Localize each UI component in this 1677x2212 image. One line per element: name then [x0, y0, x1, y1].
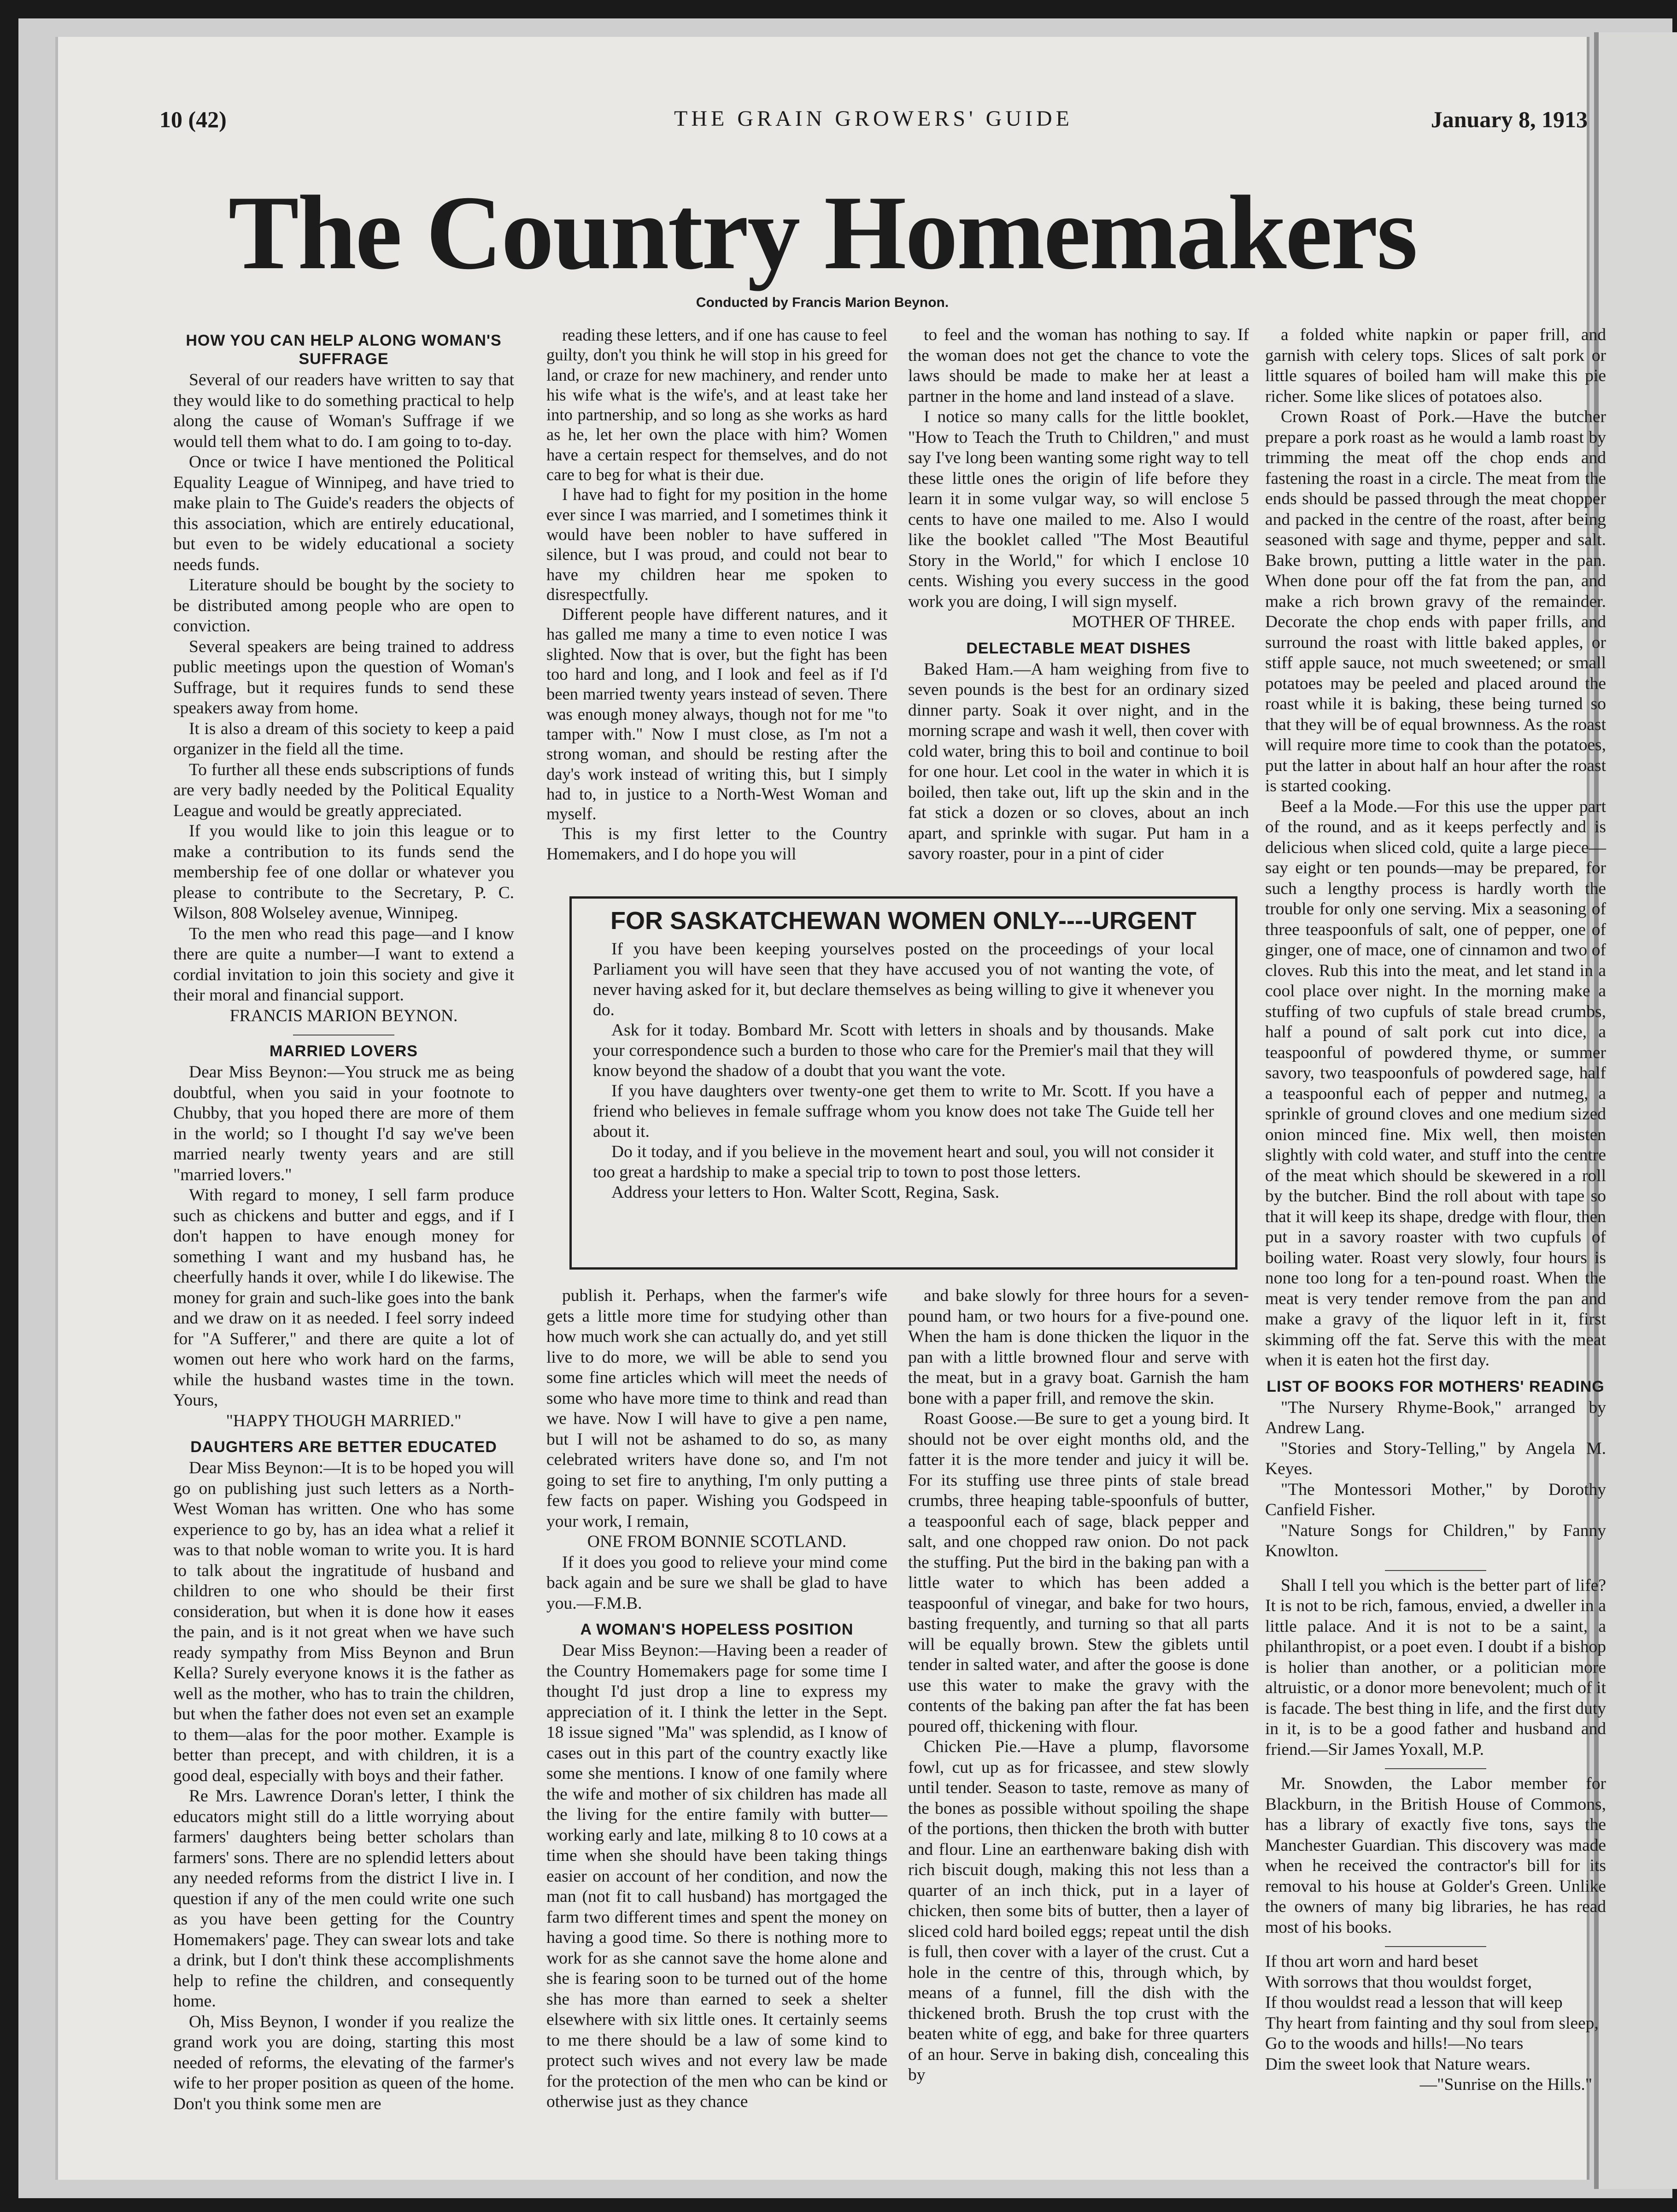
masthead-title: The Country Homemakers [228, 174, 1417, 291]
paragraph: Dear Miss Beynon:—Having been a reader of the Country Homemakers page for some time I thought I'd just drop a line to express my appreciation of it. I think the letter in the Sept. 18 issue signed "Ma" was splendid, as I know of cases out in this part of the country exactly like some she mentions. I know of one family where the wife and mother of six children has made all the living for the entire family with butter—working early and late, milking 8 to 10 cows at a time when she should have been taking things easier on account of her condition, and now the man (not fit to call husband) has mortgaged the farm two different times and spent the money on having a good time. So there is nothing more to work for as she cannot save the home alone and she is fearing soon to be turned out of the home she has more than earned to seek a shelter elsewhere with six little ones. It certainly seems to me there should be a law of some kind to protect such wives and not every law be made for the protection of the men who can be kind or otherwise just as they chance [546, 1641, 887, 2111]
poem-line: Dim the sweet look that Nature wears. [1265, 2054, 1530, 2074]
paragraph: a folded white napkin or paper frill, and garnish with celery tops. Slices of salt pork or little squares of boiled ham will make this pie richer. Some like slices of potatoes also. [1265, 325, 1606, 406]
book-entry: "The Nursery Rhyme-Book," arranged by Andrew Lang. [1265, 1398, 1606, 1437]
book-entry: "Nature Songs for Children," by Fanny Knowlton. [1265, 1521, 1606, 1560]
poem-line: Go to the woods and hills!—No tears [1265, 2034, 1524, 2053]
paragraph: Shall I tell you which is the better part of life? It is not to be rich, famous, envied, a dweller in a little palace. And it is not to be a saint, a philanthropist, or a poet even. I doubt if a bishop is holier than another, or a politician more altruistic, or a donor more benevolent; much of it is facade. The best thing in life, and the first duty in it, is to be a good father and husband and friend.—Sir James Yoxall, M.P. [1265, 1576, 1606, 1759]
paragraph: Several of our readers have written to say that they would like to do something practical to help along the cause of Woman's Suffrage if we would tell them what to do. I am going to to-day. [173, 371, 514, 451]
paragraph: Literature should be bought by the society to be distributed among people who are open to conviction. [173, 576, 514, 635]
paragraph: I have had to fight for my position in the home ever since I was married, and I sometimes think it would have been nobler to have suffered in silence, but I was proud, and could not bear to have my children hear me spoken to disrespectfully. [546, 485, 887, 604]
paragraph: Roast Goose.—Be sure to get a young bird. It should not be over eight months old, and the fatter it is the more tender and juicy it will be. For its stuffing use three pints of stale bread crumbs, three heaping table-spoonfuls of butter, a teaspoonful each of sage, black pepper and salt, and one chopped raw onion. Do not pack the stuffing. Put the bird in the baking pan with a little water to which has been added a teaspoonful of vinegar, and bake for two hours, basting frequently, and turning so that all parts will be equally brown. Stew the giblets until tender in salted water, and after the goose is done use this water to make the gravy with the contents of the baking pan after the fat has been poured off, thickening with flour. [908, 1409, 1249, 1736]
poem-line: If thou art worn and hard beset [1265, 1952, 1478, 1971]
paragraph: I notice so many calls for the little booklet, "How to Teach the Truth to Children," and must say I've long been wanting some right way to tell these little ones the origin of life before they learn it in some vulgar way, so will enclose 5 cents to have one mailed to me. Also I would like the booklet called "The Most Beautiful Story in the World," for which I enclose 10 cents. Wishing you every success in the good work you are doing, I will sign myself. [908, 407, 1249, 611]
article-heading-meat: DELECTABLE MEAT DISHES [966, 639, 1191, 657]
paragraph: To the men who read this page—and I know there are quite a number—I want to extend a cordial invitation to join this society and give it their moral and financial support. [173, 924, 514, 1005]
paper-title: THE GRAIN GROWERS' GUIDE [674, 106, 1073, 131]
urgent-notice-box [569, 896, 1237, 1270]
poem-line: If thou wouldst read a lesson that will keep [1265, 1993, 1563, 2012]
divider [1385, 1768, 1486, 1769]
column-4 [1265, 325, 1606, 2095]
signature: ONE FROM BONNIE SCOTLAND. [587, 1532, 847, 1551]
paragraph: Different people have different natures, and it has galled me many a time to even notice I was slighted. Now that is over, but the fight has been too hard and long, and I look and feel as if I'd been married twenty years instead of seven. There was enough money always, though not for me "to tamper with." Now I must close, as I'm not a strong woman, and should be resting after the day's work instead of writing this, but I simply had to, in justice to a North-West Woman and myself. [546, 605, 887, 824]
article-heading-hopeless: A WOMAN'S HOPELESS POSITION [580, 1621, 854, 1638]
paragraph: It is also a dream of this society to keep a paid organizer in the field all the time. [173, 719, 514, 759]
paragraph: If it does you good to relieve your mind come back again and be sure we shall be glad to have you.—F.M.B. [546, 1553, 887, 1613]
poem-line: With sorrows that thou wouldst forget, [1265, 1972, 1532, 1992]
paragraph: Dear Miss Beynon:—You struck me as being doubtful, when you said in your footnote to Chubby, that you hoped there are more of them in the world; so I thought I'd say we've been married nearly twenty years and are still "married lovers." [173, 1063, 514, 1184]
paragraph: Do it today, and if you believe in the movement heart and soul, you will not consider it too great a hardship to make a special trip to town to post those letters. [593, 1142, 1214, 1182]
paragraph: Ask for it today. Bombard Mr. Scott with letters in shoals and by thousands. Make your correspondence such a burden to those who care for the Premier's mail that they will know beyond the shadow of a doubt that you want the vote. [593, 1021, 1214, 1080]
paragraph: If you have been keeping yourselves posted on the proceedings of your local Parliament you will have seen that they have accused you of not wanting the vote, of never having asked for it, but declare themselves as being willing to give it whenever you do. [593, 940, 1214, 1019]
paragraph: Several speakers are being trained to address public meetings upon the question of Woman's Suffrage, but it requires funds to send these speakers away from home. [173, 637, 514, 718]
article-heading-books: LIST OF BOOKS FOR MOTHERS' READING [1267, 1377, 1605, 1395]
conductor-credit: Conducted by Francis Marion Beynon. [696, 295, 949, 310]
column-1 [173, 325, 514, 2114]
column-2-bottom [546, 1286, 887, 2112]
column-3-bottom [908, 1286, 1249, 2086]
paragraph: Mr. Snowden, the Labor member for Blackburn, in the British House of Commons, has a library of exactly five tons, says the Manchester Guardian. This discovery was made when he received the contractor's bill for its removal to his house at Golder's Green. Unlike the owners of many big libraries, he has read most of his books. [1265, 1774, 1606, 1937]
issue-date: January 8, 1913 [1431, 106, 1588, 132]
column-2-top [546, 325, 887, 864]
book-entry: "The Montessori Mother," by Dorothy Canfield Fisher. [1265, 1480, 1606, 1519]
article-heading-suffrage: HOW YOU CAN HELP ALONG WOMAN'S SUFFRAGE [186, 332, 502, 368]
newspaper-page [55, 37, 1606, 2180]
paragraph: Beef a la Mode.—For this use the upper part of the round, and as it keeps perfectly and is delicious when sliced cold, quite a large piece—say eight or ten pounds—may be prepared, for such a lengthy process is hardly worth the trouble for only one serving. Mix a seasoning of three teaspoonfuls of salt, one of pepper, one of ginger, one of mace, one of cinnamon and two of cloves. Rub this into the meat, and let stand in a cool place over night. In the morning make a stuffing of two cupfuls of stale bread crumbs, half a pound of salt pork cut into dice, a teaspoonful of powdered thyme, or summer savory, two teaspoonfuls of powdered sage, half a teaspoonful each of pepper and nutmeg, a sprinkle of ground cloves and one medium sized onion minced fine. Mix well, then moisten slightly with cold water, and stuff into the centre of the meat which should be skewered in a roll by the butcher. Bind the roll about with tape so that it will keep its shape, dredge with flour, then put in a savory roaster with two cupfuls of boiling water. Roast very slowly, four hours is none too long for a ten-pound roast. When the meat is very tender remove from the pan and make a gravy of the liquor left in it, first skimming off the fat. Serve this with the meat when it is eaten hot the first day. [1265, 797, 1606, 1370]
page-header [159, 106, 1588, 143]
column-3-top [908, 325, 1249, 865]
paragraph: Once or twice I have mentioned the Political Equality League of Winnipeg, and have tried to make plain to The Guide's readers the objects of this association, which are entirely educational, but even to be widely educational a society needs funds. [173, 453, 514, 574]
divider [1385, 1946, 1486, 1947]
paragraph: To further all these ends subscriptions of funds are very badly needed by the Political Equality League and would be greatly appreciated. [173, 760, 514, 820]
signature: "HAPPY THOUGH MARRIED." [226, 1411, 462, 1430]
paragraph: reading these letters, and if one has cause to feel guilty, don't you think he will stop in his greed for land, or craze for new machinery, and render unto his wife what is the wife's, and at least take her into partnership, and so long as she works as hard as he, let her own the place with him? Women have a certain respect for themselves, and do not care to beg for what is their due. [546, 325, 887, 484]
signature: FRANCIS MARION BEYNON. [229, 1006, 458, 1025]
paragraph: If you would like to join this league or to make a contribution to its funds send the membership fee of one dollar or whatever you please to contribute to the Secretary, P. C. Wilson, 808 Wolseley avenue, Winnipeg. [173, 822, 514, 923]
paragraph: Address your letters to Hon. Walter Scott, Regina, Sask. [611, 1183, 999, 1202]
book-entry: "Stories and Story-Telling," by Angela M. Keyes. [1265, 1439, 1606, 1478]
adjacent-page-edge [1594, 32, 1677, 2189]
poem-source: —"Sunrise on the Hills." [1419, 2075, 1592, 2094]
paragraph: Re Mrs. Lawrence Doran's letter, I think the educators might still do a little worrying about farmers' daughters being better scholars than farmers' sons. There are no splendid letters about any needed reforms from the district I live in. I question if any of the men could write one such as you have been getting for the Country Homemakers' page. They can swear lots and take a drink, but I don't think these accomplishments help to refine the children, and consequently home. [173, 1787, 514, 2011]
paragraph: to feel and the woman has nothing to say. If the woman does not get the chance to vote the laws should be made to make her at least a partner in the home and land instead of a slave. [908, 325, 1249, 406]
paragraph: If you have daughters over twenty-one get them to write to Mr. Scott. If you have a friend who believes in female suffrage whom you know does not take The Guide tell her about it. [593, 1082, 1214, 1141]
paragraph: This is my first letter to the Country Homemakers, and I do hope you will [546, 824, 887, 863]
paragraph: Dear Miss Beynon:—It is to be hoped you will go on publishing just such letters as a North-West Woman has written. One who has some experience to go by, has an idea what a relief it was to that noble woman to write you. It is hard to talk about the ingratitude of husband and children to one who should be their first consideration, but when it is done how it eases the pain, and is it not great when we have such ready sympathy from Miss Beynon and Brun Kella? Surely everyone knows it is the father as well as the mother, who has to train the children, but when the father does not even set an example to them—alas for the poor mother. Example is better than precept, and with children, it is a good deal, especially with boys and their father. [173, 1459, 514, 1785]
page-number: 10 (42) [159, 106, 227, 132]
paragraph: With regard to money, I sell farm produce such as chickens and butter and eggs, and if I don't happen to have enough money for something I want and my husband has, he cheerfully hands it over, while I do likewise. The money for grain and such-like goes into the bank and we draw on it as needed. I feel sorry indeed for "A Sufferer," and there are quite a lot of women out here who work hard on the farms, while the husband wastes time in the town. Yours, [173, 1186, 514, 1410]
paragraph: Chicken Pie.—Have a plump, flavorsome fowl, cut up as for fricassee, and stew slowly until tender. Season to taste, remove as many of the bones as possible without spoiling the shape of the portions, then thicken the broth with butter and flour. Line an earthenware baking dish with rich biscuit dough, making this not less than a quarter of an inch thick, put in a layer of chicken, then some bits of butter, then a layer of sliced cold hard boiled eggs; repeat until the dish is full, then cover with a layer of the crust. Cut a hole in the centre of this, through which, by means of a funnel, fill the dish with the thickened broth. Brush the top crust with the beaten white of egg, and bake for three quarters of an hour. Serve in baking dish, concealing this by [908, 1737, 1249, 2084]
urgent-notice-heading: FOR SASKATCHEWAN WOMEN ONLY----URGENT [610, 907, 1196, 935]
article-heading-married-lovers: MARRIED LOVERS [270, 1042, 418, 1060]
paragraph: Baked Ham.—A ham weighing from five to seven pounds is the best for an ordinary sized dinner party. Soak it over night, and in the morning scrape and wash it well, then cover with cold water, bring this to boil and continue to boil for one hour. Let cool in the water in which it is boiled, then take out, lift up the skin and in the fat stick a dozen or so cloves, about an inch apart, and sprinkle with sugar. Put ham in a savory roaster, pour in a pint of cider [908, 659, 1249, 863]
divider [1385, 1570, 1486, 1571]
paragraph: publish it. Perhaps, when the farmer's wife gets a little more time for studying other than how much work she can actually do, and yet still live to do more, we will be able to send you some fine articles which will meet the needs of some who have more time to think and read than we have. Now I will have to give a pen name, but I will not be ashamed to do so, as many celebrated writers have done so, and I'm not going to set fire to anything, I'm only putting a few facts on paper. Wishing you Godspeed in your work, I remain, [546, 1286, 887, 1531]
paragraph: and bake slowly for three hours for a seven-pound ham, or two hours for a five-pound one. When the ham is done thicken the liquor in the pan with a little browned flour and serve with the meat, but in a gravy boat. Garnish the ham bone with a paper frill, and remove the skin. [908, 1286, 1249, 1408]
signature: MOTHER OF THREE. [1072, 612, 1235, 631]
paragraph: Oh, Miss Beynon, I wonder if you realize the grand work you are doing, starting this most needed of reforms, the elevating of the farmer's wife to her proper position as queen of the home. Don't you think some men are [173, 2012, 514, 2113]
paragraph: Crown Roast of Pork.—Have the butcher prepare a pork roast as he would a lamb roast by trimming the meat off the chop ends and fastening the roast in a circle. The meat from the ends should be passed through the meat chopper and packed in the centre of the roast, after being seasoned with sage and thyme, pepper and salt. Bake brown, putting a little water in the pan. When done pour off the fat from the pan, and make a rich brown gravy of the remainder. Decorate the chop ends with paper frills, and surround the roast with little baked apples, or stiff apple sauce, not much sweetened; or small potatoes may be peeled and placed around the roast while it is baking, these being turned so that they will be of equal brownness. As the roast will require more time to cook than the potatoes, put the latter in about half an hour after the roast is started cooking. [1265, 407, 1606, 795]
poem-line: Thy heart from fainting and thy soul from sleep, [1265, 2013, 1599, 2033]
article-heading-daughters: DAUGHTERS ARE BETTER EDUCATED [190, 1438, 497, 1456]
